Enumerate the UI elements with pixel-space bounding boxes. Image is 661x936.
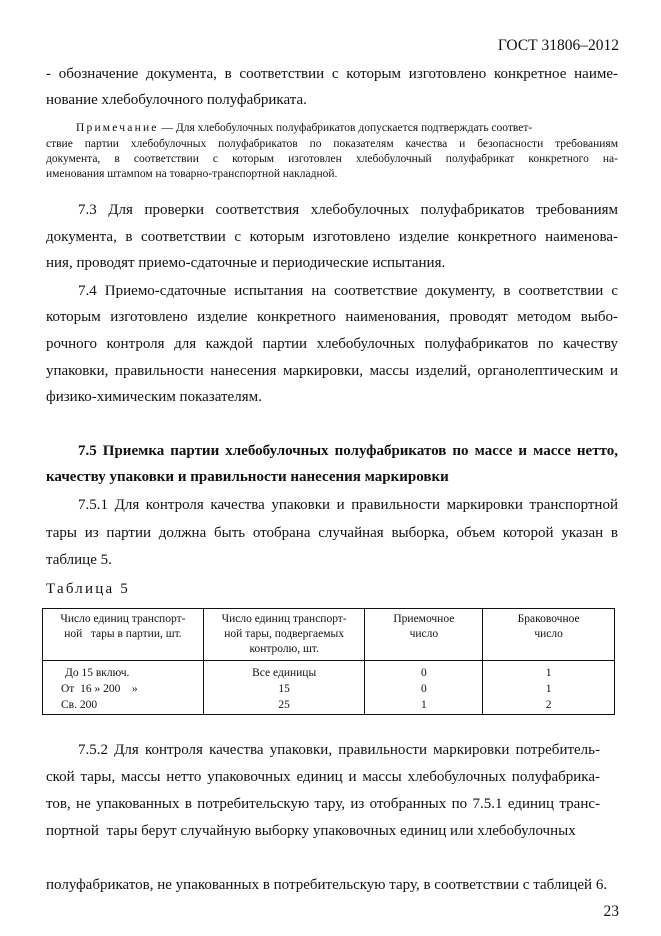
table-cell: 0: [365, 661, 483, 682]
p74-line-5: физико-химическим показателям.: [46, 389, 262, 405]
p752-line-3: тов, не упакованных в потребительскую тару, из отобранных по 7.5.1 единиц транс-: [46, 796, 600, 812]
note-text-1: — Для хлебобулочных полуфабрикатов допускается подтверждать соответ-: [158, 122, 533, 134]
section-75-heading-line-1: 7.5 Приемка партии хлебобулочных полуфабрикатов по массе и массе нетто,: [78, 443, 618, 459]
table-row: [43, 697, 615, 715]
document-code: ГОСТ 31806–2012: [497, 37, 619, 54]
header-acceptance-number: [365, 609, 483, 661]
p751-line-1: 7.5.1 Для контроля качества упаковки и правильности маркировки транспортной: [78, 497, 618, 513]
p73-line-1: 7.3 Для проверки соответствия хлебобулочных полуфабрикатов требованиям: [78, 202, 618, 218]
header-units-in-lot-line-2: ной тары в партии, шт.: [64, 628, 182, 640]
note-line-3: документа, в соответствии с которым изготовлен хлебобулочный полуфабрикат конкретного на-: [46, 153, 618, 165]
p751-line-2: тары из партии должна быть отобрана случайная выборка, объем которой указан в: [46, 525, 618, 541]
p74-line-1: 7.4 Приемо-сдаточные испытания на соответствие документу, в соответствии с: [78, 283, 618, 299]
section-75-heading-line-2: качеству упаковки и правильности нанесения маркировки: [46, 469, 449, 485]
table-cell: 1: [483, 661, 615, 682]
header-units-inspected-line-1: Число единиц транспорт-: [221, 613, 347, 625]
table-row: [43, 681, 615, 697]
intro-line-2: нование хлебобулочного полуфабриката.: [46, 92, 307, 108]
table-cell: Св. 200: [43, 697, 204, 715]
note-line-1: [76, 123, 532, 135]
table-header-row: [43, 609, 615, 661]
header-units-inspected-line-2: ной тары, подвергаемых: [224, 628, 345, 640]
table-cell: 15: [203, 681, 365, 697]
table-5: [42, 608, 615, 715]
table-cell: 0: [365, 681, 483, 697]
table-5-caption: Таблица 5: [46, 581, 130, 597]
p752-line-4: портной тары берут случайную выборку упаковочных единиц или хлебобулочных: [46, 823, 576, 839]
header-rejection-number-line-2: число: [534, 628, 563, 640]
p752-line-5: полуфабрикатов, не упакованных в потребительскую тару, в соответствии с таблицей 6.: [46, 877, 608, 893]
intro-line-1: - обозначение документа, в соответствии с которым изготовлено конкретное наиме-: [46, 66, 618, 82]
table-cell: 2: [483, 697, 615, 715]
table-row: [43, 661, 615, 682]
note-line-2: ствие партии хлебобулочных полуфабрикатов по показателям качества и безопасности требованиям: [46, 138, 618, 150]
p73-line-2: документа, в соответствии с которым изготовлено изделие конкретного наименова-: [46, 229, 618, 245]
header-rejection-number-line-1: Браковочное: [517, 613, 580, 625]
header-rejection-number: [483, 609, 615, 661]
note-label: Примечание: [76, 122, 159, 134]
header-units-inspected-line-3: контролю, шт.: [249, 643, 319, 655]
p74-line-2: которым изготовлено изделие конкретного наименования, проводят методом выбо-: [46, 309, 618, 325]
p752-line-2: ской тары, массы нетто упаковочных единиц и массы хлебобулочных полуфабрика-: [46, 769, 600, 785]
table-cell: 25: [203, 697, 365, 715]
p74-line-3: рочного контроля для каждой партии хлебобулочных полуфабрикатов по качеству: [46, 336, 618, 352]
p73-line-3: ния, проводят приемо-сдаточные и периодические испытания.: [46, 255, 446, 271]
table-cell: Все единицы: [203, 661, 365, 682]
table-cell: До 15 включ.: [43, 661, 204, 682]
header-units-inspected: [203, 609, 365, 661]
table-cell: 1: [365, 697, 483, 715]
header-acceptance-number-line-1: Приемочное: [393, 613, 455, 625]
note-line-4: именования штампом на товарно-транспортной накладной.: [46, 168, 338, 180]
p751-line-3: таблице 5.: [46, 552, 112, 568]
page-number: 23: [603, 903, 619, 920]
table-cell: 1: [483, 681, 615, 697]
header-units-in-lot-line-1: Число единиц транспорт-: [60, 613, 186, 625]
header-acceptance-number-line-2: число: [409, 628, 439, 640]
table-cell: От 16 » 200 »: [43, 681, 204, 697]
p74-line-4: упаковки, правильности нанесения маркировки, массы изделий, органолептическим и: [46, 363, 618, 379]
p752-line-1: 7.5.2 Для контроля качества упаковки, правильности маркировки потребитель-: [78, 742, 600, 758]
header-units-in-lot: [43, 609, 204, 661]
